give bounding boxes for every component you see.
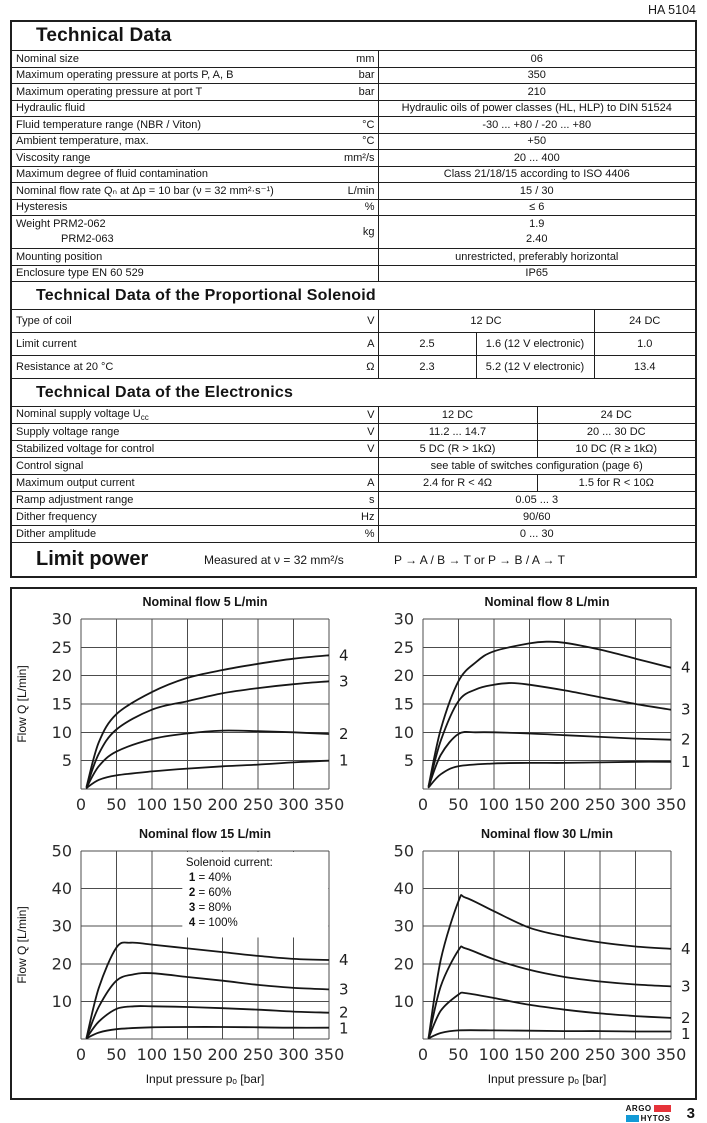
row-value: 2.5 xyxy=(378,333,476,356)
svg-text:20: 20 xyxy=(393,666,414,686)
svg-text:Solenoid current:: Solenoid current: xyxy=(185,857,273,870)
coil-12dc-header: 12 DC xyxy=(378,310,594,333)
row-label: Type of coil xyxy=(12,310,312,333)
row-unit: bar xyxy=(312,84,378,101)
svg-text:200: 200 xyxy=(549,795,580,815)
row-unit: % xyxy=(312,199,378,216)
table-row xyxy=(12,199,695,216)
row-unit: kg xyxy=(312,216,378,249)
section-title-solenoid: Technical Data of the Proportional Solenoid xyxy=(36,287,376,304)
row-unit: mm²/s xyxy=(312,150,378,167)
row-label: Viscosity range xyxy=(12,150,312,167)
svg-text:50: 50 xyxy=(448,795,469,815)
row-value: 0.05 ... 3 xyxy=(378,492,695,509)
row-label: Ambient temperature, max. xyxy=(12,133,312,150)
svg-text:300: 300 xyxy=(278,795,309,815)
svg-text:50: 50 xyxy=(393,841,414,861)
svg-text:3 = 80%: 3 = 80% xyxy=(188,902,232,915)
solenoid-table xyxy=(12,309,695,379)
svg-text:1: 1 xyxy=(339,751,349,770)
svg-text:250: 250 xyxy=(584,795,616,815)
chart-nominal-flow-30 xyxy=(355,824,697,1096)
row-value-24dc: 20 ... 30 DC xyxy=(537,424,695,441)
weight-value-062: 1.9 xyxy=(529,218,545,230)
svg-text:0: 0 xyxy=(417,1045,429,1065)
row-value: see table of switches configuration (page 6) xyxy=(378,458,695,475)
label-text: Nominal supply voltage U xyxy=(16,408,141,420)
svg-text:50: 50 xyxy=(448,1045,469,1065)
svg-text:200: 200 xyxy=(207,795,238,815)
row-label: Maximum output current xyxy=(12,475,312,492)
svg-text:20: 20 xyxy=(393,954,414,974)
row-label: Nominal size xyxy=(12,51,312,68)
table-row xyxy=(12,117,695,134)
row-value: 90/60 xyxy=(378,509,695,526)
table-row xyxy=(12,310,695,333)
svg-text:15: 15 xyxy=(393,694,414,714)
limit-power-band xyxy=(12,543,695,576)
brand-blue-block xyxy=(626,1115,639,1122)
svg-text:4: 4 xyxy=(339,646,349,665)
page-footer xyxy=(10,1100,697,1123)
row-label: Ramp adjustment range xyxy=(12,492,312,509)
svg-text:30: 30 xyxy=(51,916,72,936)
row-value-24dc: 24 DC xyxy=(537,407,695,424)
row-value-12dc: 12 DC xyxy=(378,407,537,424)
row-unit: °C xyxy=(312,117,378,134)
svg-text:3: 3 xyxy=(681,977,691,996)
svg-text:3: 3 xyxy=(681,700,691,719)
svg-text:0: 0 xyxy=(417,795,429,815)
svg-text:25: 25 xyxy=(393,638,414,658)
chart-nominal-flow-8 xyxy=(355,592,697,824)
weight-label-062: Weight PRM2-062 xyxy=(16,218,106,230)
row-unit: mm xyxy=(312,51,378,68)
svg-text:2 = 60%: 2 = 60% xyxy=(188,887,232,900)
row-value: 13.4 xyxy=(594,356,695,379)
svg-text:1 = 40%: 1 = 40% xyxy=(188,872,232,885)
svg-text:0: 0 xyxy=(75,795,87,815)
svg-text:350: 350 xyxy=(313,1045,345,1065)
row-label: Mounting position xyxy=(12,249,378,266)
row-value-12dc: 11.2 ... 14.7 xyxy=(378,424,537,441)
svg-text:10: 10 xyxy=(393,723,414,743)
table-row-weight xyxy=(12,216,695,249)
table-row xyxy=(12,166,695,183)
svg-text:15: 15 xyxy=(51,694,72,714)
limit-power-charts-box xyxy=(10,587,697,1100)
svg-text:30: 30 xyxy=(393,609,414,629)
brand-hytos-text: HYTOS xyxy=(640,1114,671,1123)
svg-text:10: 10 xyxy=(51,723,72,743)
weight-label-063: PRM2-063 xyxy=(61,233,114,245)
coil-24dc-header: 24 DC xyxy=(594,310,695,333)
row-label: Limit current xyxy=(12,333,312,356)
limit-power-title: Limit power xyxy=(36,548,149,571)
chart-canvas xyxy=(13,841,355,1091)
svg-text:200: 200 xyxy=(549,1045,580,1065)
svg-text:1: 1 xyxy=(339,1019,349,1038)
chart-nominal-flow-15 xyxy=(13,824,355,1096)
row-label: Maximum degree of fluid contamination xyxy=(12,166,378,183)
row-unit: bar xyxy=(312,67,378,84)
brand-red-block xyxy=(654,1105,671,1112)
svg-text:40: 40 xyxy=(51,879,72,899)
svg-text:200: 200 xyxy=(207,1045,238,1065)
row-value: unrestricted, preferably horizontal xyxy=(378,249,695,266)
chart-title: Nominal flow 15 L/min xyxy=(139,827,271,842)
svg-text:1: 1 xyxy=(681,1025,691,1044)
row-label: Dither frequency xyxy=(12,509,312,526)
table-row xyxy=(12,84,695,101)
row-value: 20 ... 400 xyxy=(378,150,695,167)
svg-text:300: 300 xyxy=(620,1045,651,1065)
argo-hytos-logo xyxy=(626,1104,671,1123)
row-value: 210 xyxy=(378,84,695,101)
row-value: Class 21/18/15 according to ISO 4406 xyxy=(378,166,695,183)
chart-canvas xyxy=(355,841,697,1091)
row-value: 1.6 (12 V electronic) xyxy=(476,333,594,356)
table-row xyxy=(12,424,695,441)
row-unit: V xyxy=(312,407,378,424)
row-label: Hydraulic fluid xyxy=(12,100,378,117)
chart-canvas xyxy=(355,609,697,819)
svg-text:150: 150 xyxy=(172,795,203,815)
row-value: ≤ 6 xyxy=(378,199,695,216)
svg-text:Flow Q [L/min]: Flow Q [L/min] xyxy=(15,665,29,743)
row-label: Dither amplitude xyxy=(12,526,312,543)
row-label: Fluid temperature range (NBR / Viton) xyxy=(12,117,312,134)
table-row xyxy=(12,133,695,150)
row-value-12dc: 5 DC (R > 1kΩ) xyxy=(378,441,537,458)
svg-text:300: 300 xyxy=(620,795,651,815)
table-row xyxy=(12,183,695,200)
svg-text:10: 10 xyxy=(393,992,414,1012)
svg-text:100: 100 xyxy=(478,795,510,815)
row-unit: Hz xyxy=(312,509,378,526)
svg-text:2: 2 xyxy=(339,1003,349,1022)
row-value: 5.2 (12 V electronic) xyxy=(476,356,594,379)
svg-text:250: 250 xyxy=(242,1045,274,1065)
row-unit xyxy=(312,458,378,475)
svg-text:150: 150 xyxy=(514,1045,545,1065)
row-label: Resistance at 20 °C xyxy=(12,356,312,379)
chart-nominal-flow-5 xyxy=(13,592,355,824)
svg-text:30: 30 xyxy=(393,916,414,936)
row-label: Nominal flow rate Qₙ at Δp = 10 bar (ν = 32 mm²·s⁻¹) xyxy=(12,183,312,200)
svg-text:Input pressure pₒ [bar]: Input pressure pₒ [bar] xyxy=(145,1072,265,1087)
svg-text:100: 100 xyxy=(478,1045,510,1065)
svg-text:50: 50 xyxy=(51,841,72,861)
svg-text:50: 50 xyxy=(106,795,127,815)
svg-text:300: 300 xyxy=(278,1045,309,1065)
logo-row-bottom xyxy=(626,1114,671,1123)
svg-text:2: 2 xyxy=(681,1009,691,1028)
svg-text:Flow Q [L/min]: Flow Q [L/min] xyxy=(15,906,29,984)
table-row xyxy=(12,407,695,424)
row-label: Stabilized voltage for control xyxy=(12,441,312,458)
svg-text:25: 25 xyxy=(51,638,72,658)
page-number: 3 xyxy=(686,1105,695,1123)
table-row xyxy=(12,333,695,356)
table-row xyxy=(12,100,695,117)
section-title-technical-data: Technical Data xyxy=(36,25,172,46)
row-value: 06 xyxy=(378,51,695,68)
svg-text:Input pressure pₒ [bar]: Input pressure pₒ [bar] xyxy=(487,1072,607,1087)
svg-text:20: 20 xyxy=(51,954,72,974)
svg-text:30: 30 xyxy=(51,609,72,629)
table-row xyxy=(12,150,695,167)
row-unit: V xyxy=(312,424,378,441)
row-value: 15 / 30 xyxy=(378,183,695,200)
svg-text:3: 3 xyxy=(339,980,349,999)
table-row xyxy=(12,356,695,379)
table-row xyxy=(12,475,695,492)
limit-power-flow-paths: P → A / B → T or P → B / A → T xyxy=(394,552,565,567)
row-value: 1.0 xyxy=(594,333,695,356)
svg-text:4: 4 xyxy=(681,939,691,958)
svg-text:1: 1 xyxy=(681,752,691,771)
chart-title: Nominal flow 5 L/min xyxy=(142,595,268,610)
row-unit: V xyxy=(312,441,378,458)
row-unit: °C xyxy=(312,133,378,150)
table-row xyxy=(12,67,695,84)
svg-text:20: 20 xyxy=(51,666,72,686)
row-value: +50 xyxy=(378,133,695,150)
svg-text:250: 250 xyxy=(584,1045,616,1065)
table-row xyxy=(12,51,695,68)
svg-text:350: 350 xyxy=(655,795,687,815)
svg-text:2: 2 xyxy=(681,730,691,749)
brand-argo-text: ARGO xyxy=(625,1104,652,1114)
row-unit: s xyxy=(312,492,378,509)
svg-text:350: 350 xyxy=(313,795,345,815)
weight-value-063: 2.40 xyxy=(526,233,548,245)
row-unit: V xyxy=(312,310,378,333)
svg-text:5: 5 xyxy=(403,751,414,771)
svg-text:5: 5 xyxy=(61,751,72,771)
technical-data-table xyxy=(12,50,695,282)
row-value: 2.3 xyxy=(378,356,476,379)
row-value-24dc: 10 DC (R ≥ 1kΩ) xyxy=(537,441,695,458)
row-unit: A xyxy=(312,475,378,492)
table-row xyxy=(12,441,695,458)
technical-data-box xyxy=(10,20,697,578)
doc-code: HA 5104 xyxy=(648,3,696,17)
electronics-table xyxy=(12,406,695,543)
row-value: IP65 xyxy=(378,265,695,282)
label-subscript: cc xyxy=(140,413,149,423)
row-label: Maximum operating pressure at port T xyxy=(12,84,312,101)
chart-title: Nominal flow 8 L/min xyxy=(484,595,610,610)
row-label: Hysteresis xyxy=(12,199,312,216)
logo-row-top xyxy=(626,1104,671,1113)
table-row xyxy=(12,265,695,282)
svg-text:40: 40 xyxy=(393,879,414,899)
table-row xyxy=(12,526,695,543)
chart-canvas xyxy=(13,609,355,819)
limit-power-measured-note: Measured at ν = 32 mm²/s xyxy=(204,552,344,567)
row-label: Enclosure type EN 60 529 xyxy=(12,265,378,282)
svg-text:350: 350 xyxy=(655,1045,687,1065)
row-label: Control signal xyxy=(12,458,312,475)
table-row xyxy=(12,492,695,509)
row-value: 350 xyxy=(378,67,695,84)
svg-text:250: 250 xyxy=(242,795,274,815)
row-label: Maximum operating pressure at ports P, A, B xyxy=(12,67,312,84)
chart-title: Nominal flow 30 L/min xyxy=(481,827,613,842)
svg-text:10: 10 xyxy=(51,992,72,1012)
row-value-12dc: 2.4 for R < 4Ω xyxy=(378,475,537,492)
svg-text:100: 100 xyxy=(136,1045,168,1065)
row-unit: A xyxy=(312,333,378,356)
svg-text:2: 2 xyxy=(339,725,349,744)
row-value: -30 ... +80 / -20 ... +80 xyxy=(378,117,695,134)
row-unit: Ω xyxy=(312,356,378,379)
svg-text:4: 4 xyxy=(681,658,691,677)
table-row xyxy=(12,458,695,475)
svg-text:0: 0 xyxy=(75,1045,87,1065)
row-value: 0 ... 30 xyxy=(378,526,695,543)
row-label: Supply voltage range xyxy=(12,424,312,441)
charts-grid xyxy=(13,592,695,1096)
row-label xyxy=(12,216,312,249)
svg-text:100: 100 xyxy=(136,795,168,815)
svg-text:4 = 100%: 4 = 100% xyxy=(188,917,238,930)
table-row xyxy=(12,509,695,526)
section-title-electronics: Technical Data of the Electronics xyxy=(36,384,294,401)
table-row xyxy=(12,249,695,266)
row-value xyxy=(378,216,695,249)
svg-text:4: 4 xyxy=(339,951,349,970)
svg-text:150: 150 xyxy=(172,1045,203,1065)
svg-text:150: 150 xyxy=(514,795,545,815)
row-unit: % xyxy=(312,526,378,543)
row-label xyxy=(12,407,312,424)
row-value: Hydraulic oils of power classes (HL, HLP) to DIN 51524 xyxy=(378,100,695,117)
svg-text:3: 3 xyxy=(339,672,349,691)
svg-text:50: 50 xyxy=(106,1045,127,1065)
row-value-24dc: 1.5 for R < 10Ω xyxy=(537,475,695,492)
row-unit: L/min xyxy=(312,183,378,200)
